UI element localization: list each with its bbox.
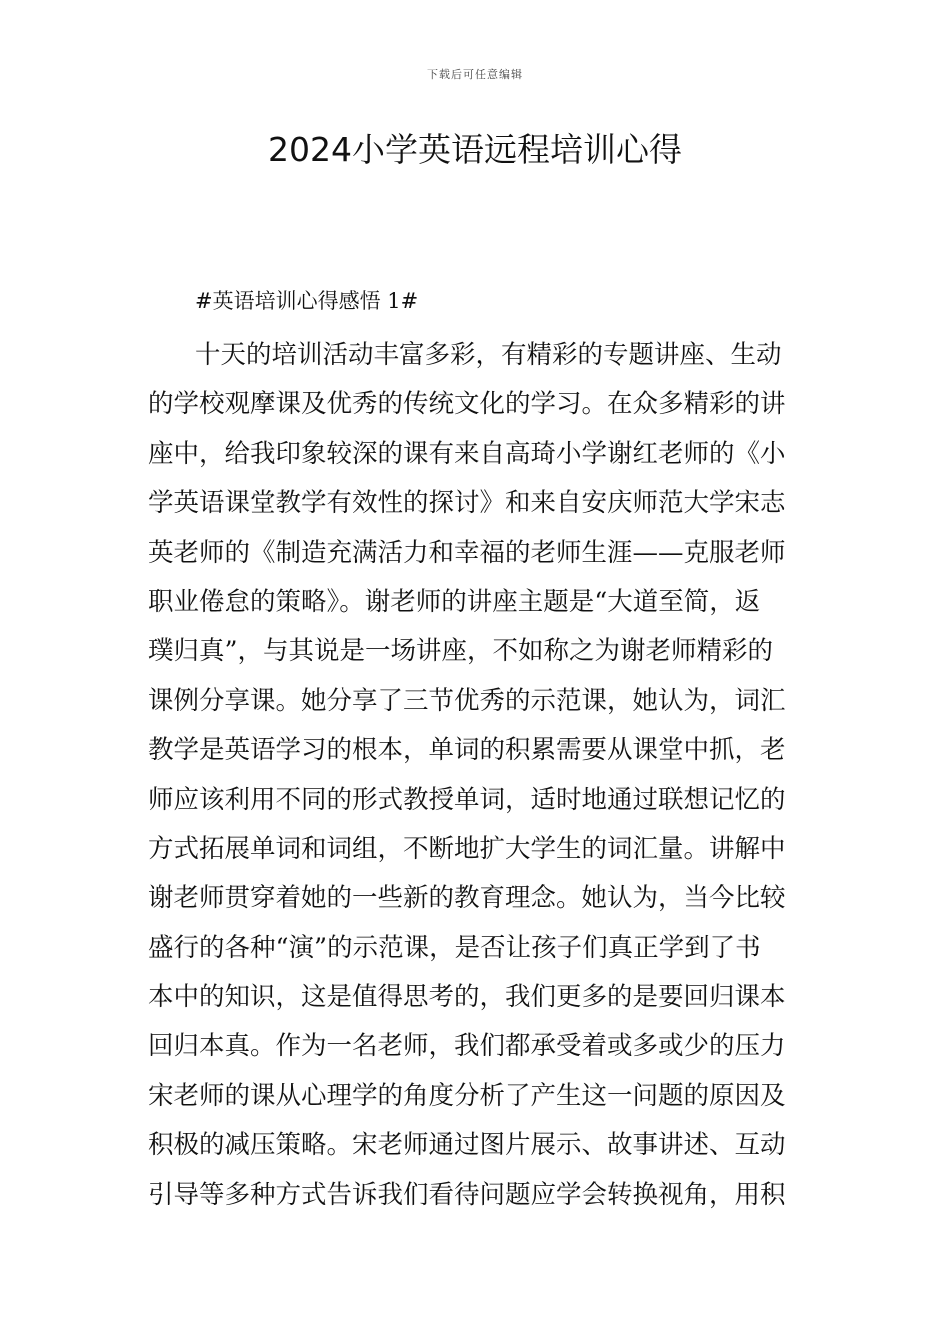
body-line: 方式拓展单词和词组，不断地扩大学生的词汇量。讲解中: [148, 833, 786, 864]
body-line: 教学是英语学习的根本，单词的积累需要从课堂中抓，老: [148, 735, 786, 766]
body-line: 谢老师贯穿着她的一些新的教育理念。她认为，当今比较: [148, 883, 786, 914]
header-note: 下载后可任意编辑: [427, 68, 523, 81]
body-line: 引导等多种方式告诉我们看待问题应学会转换视角，用积: [148, 1179, 786, 1210]
body-line: 璞归真”，与其说是一场讲座，不如称之为谢老师精彩的: [148, 636, 774, 667]
body-paragraph: [148, 331, 808, 1220]
body-line: 座中，给我印象较深的课有来自高琦小学谢红老师的《小: [148, 438, 786, 469]
body-line: 宋老师的课从心理学的角度分析了产生这一问题的原因及: [148, 1080, 786, 1111]
body-line: 职业倦怠的策略》。谢老师的讲座主题是“大道至简，返: [148, 586, 761, 617]
body-line: 回归本真。作为一名老师，我们都承受着或多或少的压力: [148, 1031, 786, 1062]
body-line: 盛行的各种“演”的示范课，是否让孩子们真正学到了书: [148, 932, 761, 963]
body-line: 积极的减压策略。宋老师通过图片展示、故事讲述、互动: [148, 1130, 786, 1161]
body-line: 英老师的《制造充满活力和幸福的老师生涯——克服老师: [148, 537, 786, 568]
section-heading: #英语培训心得感悟 1#: [195, 289, 419, 313]
page-title: 2024小学英语远程培训心得: [268, 130, 682, 169]
body-line: 的学校观摩课及优秀的传统文化的学习。在众多精彩的讲: [148, 389, 786, 420]
body-line: 课例分享课。她分享了三节优秀的示范课，她认为，词汇: [148, 685, 786, 716]
body-line: 学英语课堂教学有效性的探讨》和来自安庆师范大学宋志: [148, 488, 786, 519]
body-line: 本中的知识，这是值得思考的，我们更多的是要回归课本: [148, 982, 786, 1013]
body-line: 师应该利用不同的形式教授单词，适时地通过联想记忆的: [148, 784, 786, 815]
body-line: 十天的培训活动丰富多彩，有精彩的专题讲座、生动: [195, 340, 782, 370]
